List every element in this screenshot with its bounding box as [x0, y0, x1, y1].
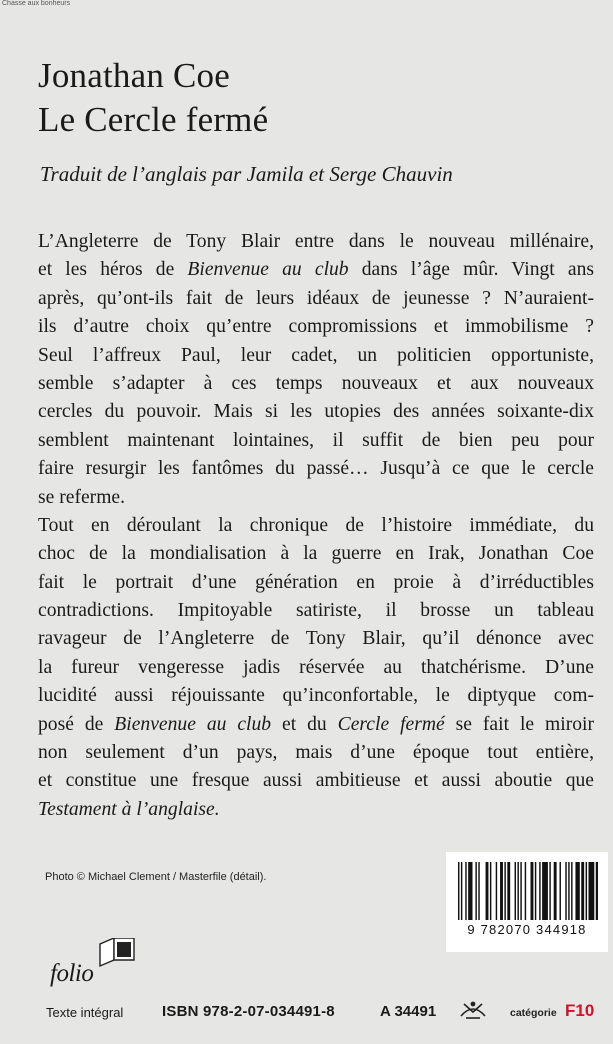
barcode-bar	[554, 862, 557, 920]
barcode-bar	[565, 862, 566, 920]
blurb-italic-title: Cercle fermé	[337, 713, 445, 735]
barcode-bar	[458, 862, 459, 920]
blurb-line: semble s’adapter à ces temps nouveaux et aux nouveaux	[38, 372, 594, 394]
barcode-bar	[490, 862, 491, 920]
isbn: ISBN 978-2-07-034491-8	[162, 1003, 335, 1020]
blurb-line: se referme.	[38, 486, 126, 508]
barcode-bar	[589, 862, 595, 920]
barcode-bar	[535, 862, 536, 920]
barcode-number: 9 782070 344918	[467, 922, 587, 937]
blurb-line: fait le portrait d’une génération en proie à d’irréductibles	[38, 571, 594, 593]
blurb-line: ils d’autre choix qu’entre compromissions et immobilisme ?	[38, 316, 594, 338]
barcode	[446, 852, 608, 952]
blurb-segment: et les héros de	[38, 259, 188, 281]
barcode-bar	[500, 862, 503, 920]
book-title: Le Cercle fermé	[38, 100, 269, 139]
blurb-line: ravageur de l’Angleterre de Tony Blair, qu’il dénonce avec	[38, 628, 594, 650]
blurb-line	[38, 256, 594, 284]
barcode-bar	[571, 862, 572, 920]
barcode-bar	[596, 862, 598, 920]
barcode-bar	[520, 862, 521, 920]
blurb-line: Tout en déroulant la chronique de l’histoire immédiate, du	[38, 514, 594, 536]
blurb-line: cercles du pouvoir. Mais si les utopies des années soixante-dix	[38, 401, 594, 423]
gallimard-colophon-icon	[458, 998, 488, 1025]
categorie-label: catégorie	[510, 1007, 557, 1019]
barcode-bar	[475, 862, 476, 920]
blurb-line: Seul l’affreux Paul, leur cadet, un politicien opportuniste,	[38, 344, 594, 366]
barcode-bar	[531, 862, 534, 920]
blurb-segment: et du	[271, 713, 338, 735]
blurb-segment: se fait le miroir	[444, 713, 594, 735]
barcode-bar	[478, 862, 479, 920]
barcode-bar	[586, 862, 587, 920]
blurb-text	[38, 228, 594, 824]
barcode-bar	[542, 862, 548, 920]
blurb-line: contradictions. Impitoyable satiriste, il brosse un tableau	[38, 600, 594, 622]
blurb-segment: posé de	[38, 713, 115, 735]
blurb-italic-title: Bienvenue au club	[187, 259, 349, 281]
barcode-bar	[549, 862, 550, 920]
barcode-bar	[560, 862, 561, 920]
blurb-line: semblent maintenant lointaines, il suffit de bien peu pour	[38, 429, 594, 451]
barcode-bar	[525, 862, 526, 920]
barcode-bar	[515, 862, 516, 920]
barcode-bar	[468, 862, 472, 920]
blurb-italic-title: Testament à l’anglaise.	[38, 798, 220, 820]
blurb-line: non seulement d’un pays, mais d’une époque tout entière,	[38, 742, 594, 764]
translator-credit: Traduit de l’anglais par Jamila et Serge Chauvin	[40, 162, 453, 186]
barcode-bar	[465, 862, 466, 920]
blurb-line: choc de la mondialisation à la guerre en Irak, Jonathan Coe	[38, 543, 594, 565]
blurb-segment: dans l’âge mûr. Vingt ans	[348, 259, 594, 281]
author-name: Jonathan Coe	[38, 56, 230, 95]
barcode-bar	[461, 862, 462, 920]
blurb-line: après, qu’ont-ils fait de leurs idéaux de jeunesse ? N’auraient-	[38, 287, 594, 309]
blurb-line	[38, 796, 594, 824]
texte-integral-label: Texte intégral	[46, 1005, 124, 1020]
barcode-bar	[575, 862, 579, 920]
blurb-italic-title: Bienvenue au club	[114, 713, 272, 735]
corner-note: Chasse aux bonheurs	[2, 0, 71, 7]
blurb-line: la fureur vengeresse jadis réservée au thatchérisme. D’une	[38, 656, 594, 678]
barcode-bar	[504, 862, 505, 920]
blurb-paragraph-2	[38, 512, 594, 824]
categorie-value: F10	[565, 1001, 595, 1020]
blurb-line: faire resurgir les fantômes du passé… Jusqu’à ce que le cercle	[38, 458, 594, 480]
barcode-bar	[568, 862, 569, 920]
barcode-bars	[456, 862, 598, 920]
barcode-bar	[517, 862, 518, 920]
blurb-line: lucidité aussi réjouissante qu’inconfortable, le diptyque com-	[38, 685, 594, 707]
barcode-bar	[581, 862, 584, 920]
barcode-bar	[507, 862, 510, 920]
blurb-paragraph-1	[38, 228, 594, 512]
blurb-line	[38, 711, 594, 739]
barcode-bar	[539, 862, 540, 920]
photo-credit: Photo © Michael Clement / Masterfile (détail).	[45, 871, 267, 883]
blurb-line: et constitue une fresque aussi ambitieuse et aussi aboutie que	[38, 770, 594, 792]
catalog-code: A 34491	[380, 1003, 437, 1020]
barcode-bar	[496, 862, 497, 920]
folio-logo-text: folio	[50, 960, 94, 987]
blurb-line: L’Angleterre de Tony Blair entre dans le nouveau millénaire,	[38, 231, 594, 252]
barcode-bar	[486, 862, 489, 920]
